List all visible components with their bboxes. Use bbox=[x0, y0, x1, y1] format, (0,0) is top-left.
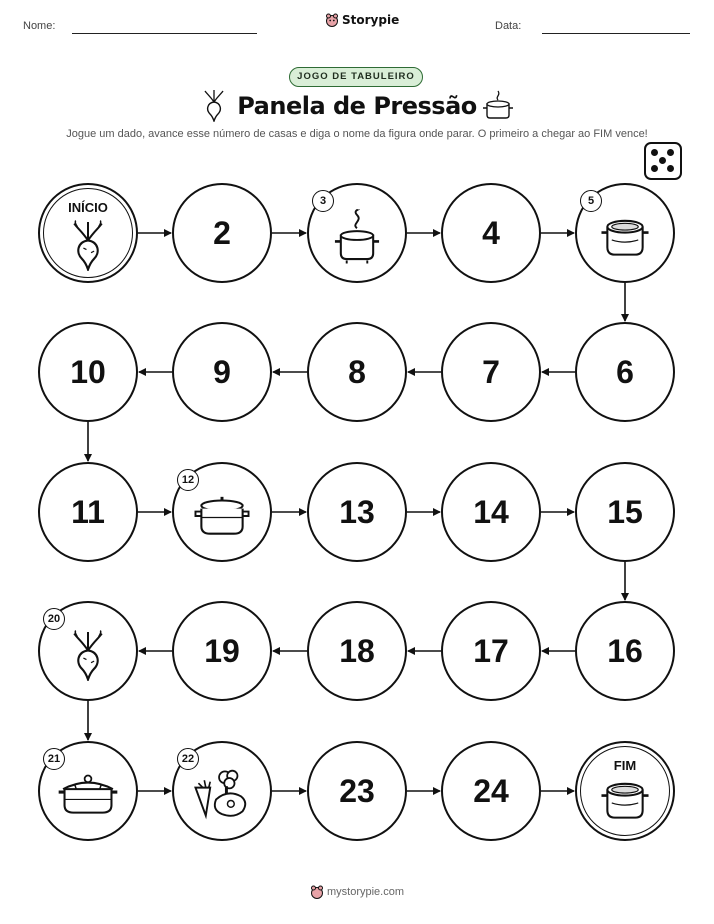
page-title: Panela de Pressão bbox=[237, 92, 477, 120]
space-number: 15 bbox=[607, 493, 643, 530]
board-space-14 bbox=[441, 462, 541, 562]
board-space-21 bbox=[38, 741, 138, 841]
date-label: Data: bbox=[495, 20, 522, 32]
board-space-7 bbox=[441, 322, 541, 422]
space-number: 23 bbox=[339, 772, 375, 809]
board-space-18 bbox=[307, 601, 407, 701]
board-space-22 bbox=[172, 741, 272, 841]
space-number-tag: 5 bbox=[580, 190, 602, 212]
cooking-pot-icon bbox=[194, 493, 250, 544]
board-space-3 bbox=[307, 183, 407, 283]
footer bbox=[310, 885, 404, 899]
space-number: 17 bbox=[473, 632, 509, 669]
space-number: 4 bbox=[482, 214, 500, 251]
name-label: Nome: bbox=[23, 20, 56, 32]
board-space-10 bbox=[38, 322, 138, 422]
board-space-17 bbox=[441, 601, 541, 701]
soup-pot-icon bbox=[600, 779, 650, 826]
space-number: 16 bbox=[607, 632, 643, 669]
board-space-11 bbox=[38, 462, 138, 562]
space-number: 7 bbox=[482, 353, 500, 390]
beet-icon bbox=[68, 629, 108, 686]
storypie-mascot-icon bbox=[310, 885, 324, 899]
finish-label: FIM bbox=[613, 758, 637, 773]
space-number: 11 bbox=[71, 493, 105, 530]
soup-pot-icon bbox=[600, 216, 650, 263]
instructions: Jogue um dado, avance esse número de casas e diga o nome da figura onde parar. O primeiro a chegar ao FIM vence! bbox=[66, 128, 648, 140]
space-number-tag: 21 bbox=[43, 748, 65, 770]
board-space-13 bbox=[307, 462, 407, 562]
board-space-16 bbox=[575, 601, 675, 701]
space-number: 9 bbox=[213, 353, 231, 390]
vegetables-meat-icon bbox=[189, 767, 255, 828]
category-badge: JOGO DE TABULEIRO bbox=[289, 67, 423, 87]
steaming-pot-icon bbox=[332, 209, 382, 270]
board-space-24 bbox=[441, 741, 541, 841]
space-number: 18 bbox=[339, 632, 375, 669]
space-number: 19 bbox=[204, 632, 240, 669]
board-space-9 bbox=[172, 322, 272, 422]
finish-space bbox=[575, 741, 675, 841]
brand-name: Storypie bbox=[342, 13, 400, 27]
board-space-19 bbox=[172, 601, 272, 701]
board-space-23 bbox=[307, 741, 407, 841]
board-space-6 bbox=[575, 322, 675, 422]
space-number: 6 bbox=[616, 353, 634, 390]
footer-url: mystorypie.com bbox=[327, 886, 405, 898]
board-space-20 bbox=[38, 601, 138, 701]
board-space-2 bbox=[172, 183, 272, 283]
pressure-cooker-icon bbox=[57, 773, 119, 822]
start-space bbox=[38, 183, 138, 283]
board-space-12 bbox=[172, 462, 272, 562]
space-number: 8 bbox=[348, 353, 366, 390]
board-space-8 bbox=[307, 322, 407, 422]
space-number-tag: 20 bbox=[43, 608, 65, 630]
board-space-4 bbox=[441, 183, 541, 283]
space-number-tag: 3 bbox=[312, 190, 334, 212]
board-space-5 bbox=[575, 183, 675, 283]
space-number-tag: 12 bbox=[177, 469, 199, 491]
space-number-tag: 22 bbox=[177, 748, 199, 770]
space-number: 10 bbox=[70, 353, 106, 390]
beet-icon bbox=[68, 219, 108, 276]
space-number: 2 bbox=[213, 214, 231, 251]
start-label: INÍCIO bbox=[68, 200, 108, 215]
space-number: 14 bbox=[473, 493, 509, 530]
space-number: 13 bbox=[339, 493, 375, 530]
board-space-15 bbox=[575, 462, 675, 562]
space-number: 24 bbox=[473, 772, 509, 809]
